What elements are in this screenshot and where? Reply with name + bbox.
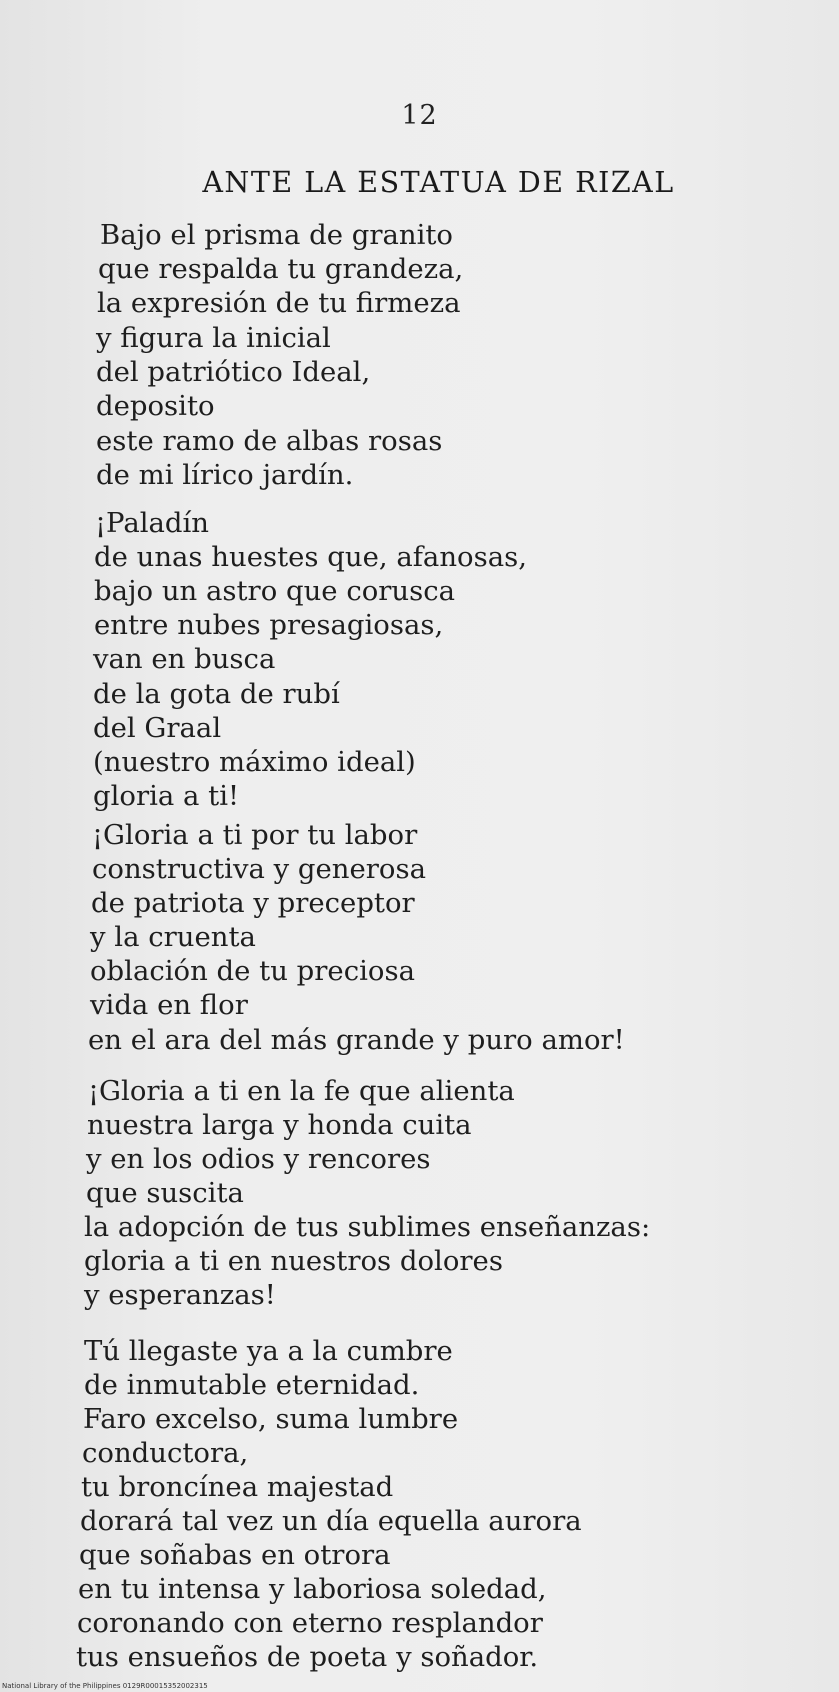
poem-line: este ramo de albas rosas [96,425,443,457]
poem-line: conductora, [82,1437,249,1469]
poem-line: entre nubes presagiosas, [94,609,444,641]
poem-line: ¡Gloria a ti en la fe que alienta [88,1075,515,1107]
poem-line: (nuestro máximo ideal) [93,746,416,778]
poem-line: del patriótico Ideal, [96,356,371,388]
poem-line: y esperanzas! [84,1279,276,1311]
poem-line: nuestra larga y honda cuita [87,1109,472,1141]
poem-line: dorará tal vez un día equella aurora [80,1505,582,1537]
poem-line: tu broncínea majestad [81,1471,394,1503]
poem-line: van en busca [93,643,276,675]
poem-line: vida en flor [90,989,248,1021]
poem-line: del Graal [93,712,222,744]
poem-line: en el ara del más grande y puro amor! [88,1024,625,1056]
poem-line: de mi lírico jardín. [96,459,354,491]
poem-line: de la gota de rubí [93,678,340,710]
poem-line: Faro excelso, suma lumbre [83,1403,459,1435]
poem-line: Bajo el prisma de granito [100,219,453,251]
poem-title: ANTE LA ESTATUA DE RIZAL [202,166,675,199]
poem-line: deposito [96,390,215,422]
poem-line: bajo un astro que corusca [94,575,456,607]
poem-line: que suscita [86,1177,244,1209]
poem-line: de unas huestes que, afanosas, [94,541,527,573]
poem-line: y en los odios y rencores [86,1143,431,1175]
poem-line: en tu intensa y laboriosa soledad, [78,1573,547,1605]
poem-line: tus ensueños de poeta y soñador. [76,1641,539,1673]
poem-line: gloria a ti! [93,780,240,812]
poem-line: ¡Gloria a ti por tu labor [92,819,418,851]
poem-line: la expresión de tu firmeza [97,287,461,319]
poem-line: oblación de tu preciosa [90,955,415,987]
poem-line: y la cruenta [90,921,256,953]
poem-line: que respalda tu grandeza, [98,253,464,285]
poem-line: de patriota y preceptor [91,887,415,919]
library-credit: National Library of the Philippines 0129R00015352002315 [2,1682,208,1690]
poem-line: y figura la inicial [96,322,331,354]
poem-line: ¡Paladín [95,507,210,539]
poem-line: coronando con eterno resplandor [77,1607,543,1639]
page-number: 12 [401,100,438,131]
poem-line: que soñabas en otrora [79,1539,391,1571]
poem-line: de inmutable eternidad. [84,1369,420,1401]
poem-line: la adopción de tus sublimes enseñanzas: [84,1211,651,1243]
poem-line: gloria a ti en nuestros dolores [84,1245,503,1277]
poem-line: constructiva y generosa [92,853,426,885]
poem-line: Tú llegaste ya a la cumbre [84,1335,453,1367]
